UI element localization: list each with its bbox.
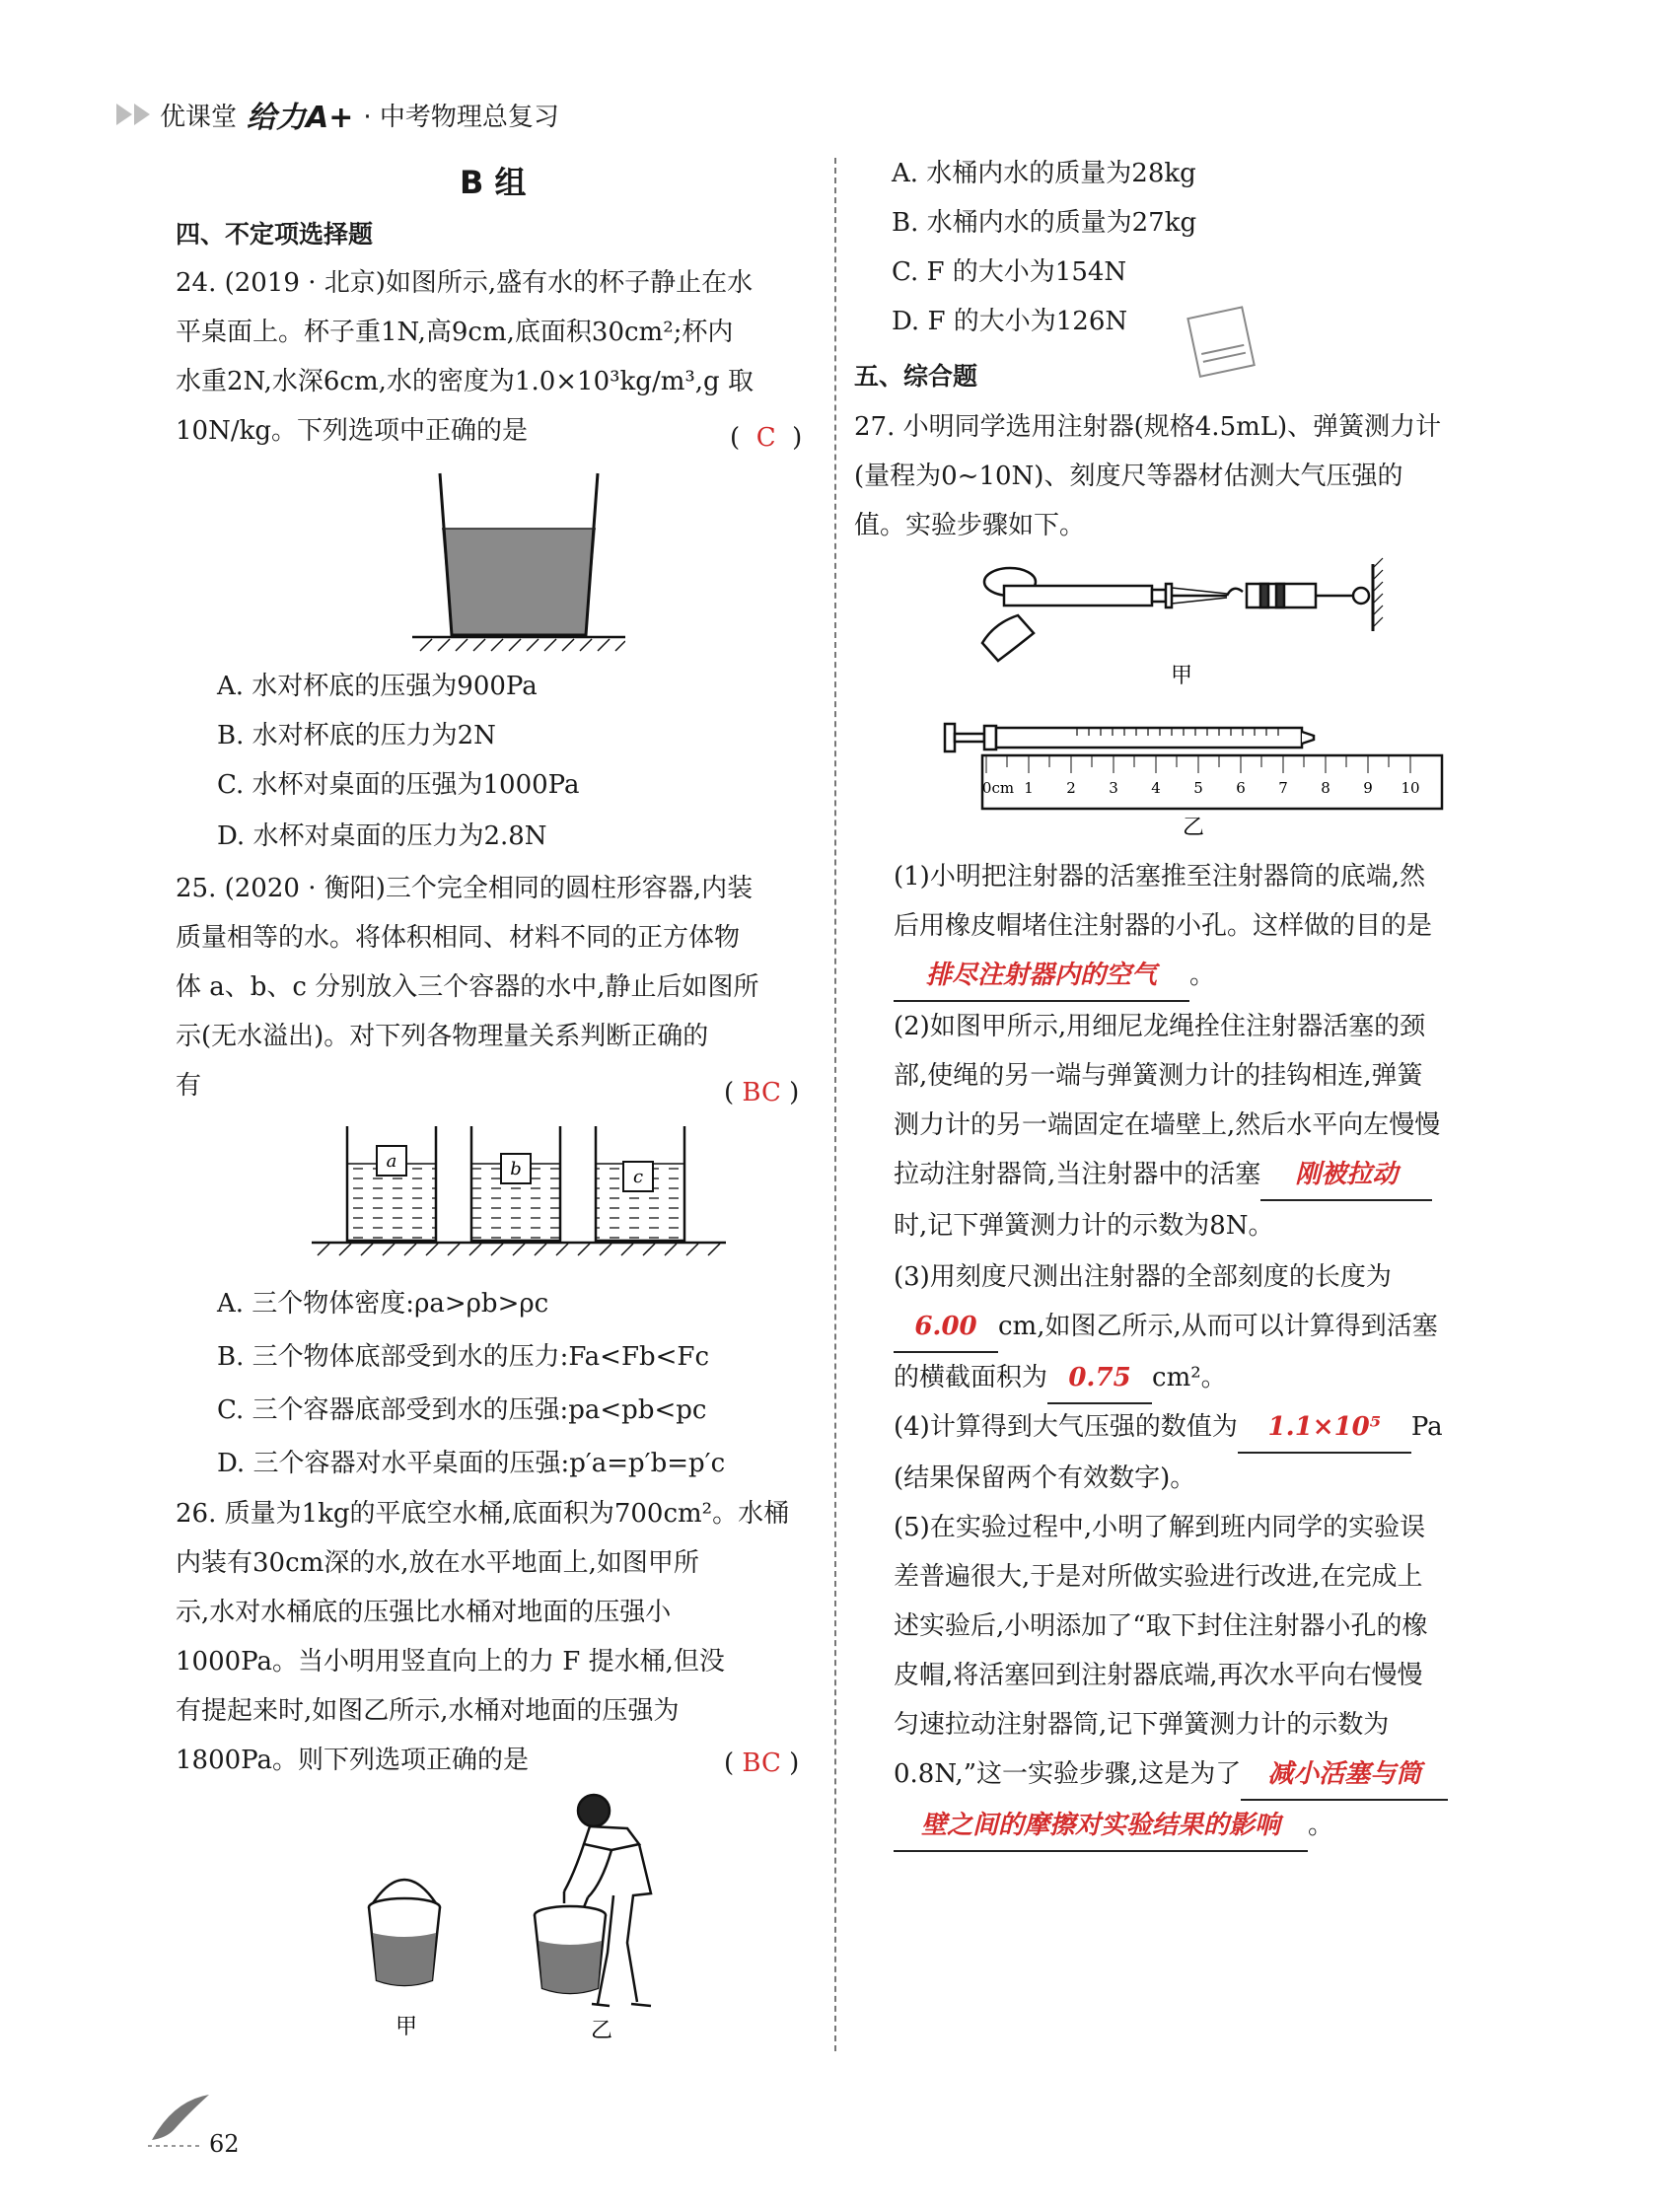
header-arrows-icon <box>116 104 150 125</box>
fig-label-yi: 乙 <box>590 2019 613 2043</box>
q27-p5-last: 0.8N,”这一实验步骤,这是为了 <box>894 1759 1242 1789</box>
header-logo: 给力A+ <box>247 101 354 135</box>
q27-p4-unit: Pa <box>1410 1412 1443 1442</box>
q27-p5-line-6 <box>894 1749 1505 1801</box>
ruler-label: 1 <box>1024 779 1034 797</box>
q27-p2-line: (2)如图甲所示,用细尼龙绳拴住注射器活塞的颈 <box>894 1012 1426 1041</box>
ruler-label: 4 <box>1151 779 1161 797</box>
section-title-4: 四、不定项选择题 <box>176 220 374 249</box>
q24-answer-value: C <box>755 423 776 453</box>
q27-line: 27. 小明同学选用注射器(规格4.5mL)、弹簧测力计 <box>854 412 1442 442</box>
q25-option-a: A. 三个物体密度:ρa>ρb>ρc <box>217 1289 549 1319</box>
q26-answer: ( BC ) <box>724 1748 800 1778</box>
q27-answer-4: 1.1×10⁵ <box>1238 1402 1411 1454</box>
q26-option-a: A. 水桶内水的质量为28kg <box>892 159 1196 188</box>
cube-b-label: b <box>510 1159 522 1179</box>
q26-bucket-figure <box>355 1785 681 2043</box>
ruler-label: 6 <box>1236 779 1246 797</box>
q25-answer-value: BC <box>742 1078 781 1107</box>
ruler-label: 9 <box>1363 779 1373 797</box>
q25-line: 25. (2020 · 衡阳)三个完全相同的圆柱形容器,内装 <box>176 874 754 903</box>
q25-line: 有 <box>176 1071 202 1101</box>
q27-p2-end: 时,记下弹簧测力计的示数为8N。 <box>894 1211 1274 1241</box>
q25-option-c: C. 三个容器底部受到水的压强:pa<pb<pc <box>217 1395 707 1425</box>
question-25 <box>176 864 819 1110</box>
fig-label-jia: 甲 <box>395 2015 418 2039</box>
q27-p5-line: (5)在实验过程中,小明了解到班内同学的实验误 <box>894 1513 1426 1542</box>
q26-line: 26. 质量为1kg的平底空水桶,底面积为700cm²。水桶 <box>176 1499 790 1529</box>
ruler-label: 8 <box>1321 779 1330 797</box>
q26-option-c: C. F 的大小为154N <box>892 257 1127 287</box>
q24-option-d: D. 水杯对桌面的压力为2.8N <box>217 821 547 851</box>
table-hatching <box>318 1244 720 1255</box>
q24-line: 平桌面上。杯子重1N,高9cm,底面积30cm²;杯内 <box>176 318 734 347</box>
q27-p1-line: 后用橡皮帽堵住注射器的小孔。这样做的目的是 <box>894 911 1433 941</box>
q27-line: (量程为0~10N)、刻度尺等器材估测大气压强的 <box>854 462 1403 491</box>
bucket-yi <box>535 1906 606 1993</box>
q27-p2-line: 部,使绳的另一端与弹簧测力计的挂钩相连,弹簧 <box>894 1061 1423 1091</box>
q27-p4-end: (结果保留两个有效数字)。 <box>894 1463 1196 1493</box>
q27-answer-5b: 壁之间的摩擦对实验结果的影响 <box>894 1801 1308 1852</box>
q27-p5-line: 述实验后,小明添加了“取下封住注射器小孔的橡 <box>894 1611 1428 1641</box>
group-title: B 组 <box>460 164 527 201</box>
page-header <box>116 91 559 138</box>
q27-p3-unit: cm²。 <box>1152 1363 1227 1392</box>
q27-p5-line: 匀速拉动注射器筒,记下弹簧测力计的示数为 <box>894 1710 1390 1740</box>
q27-part-5 <box>894 1503 1505 1852</box>
q25-option-b: B. 三个物体底部受到水的压力:Fa<Fb<Fc <box>217 1342 710 1372</box>
cube-a-label: a <box>386 1151 397 1172</box>
q24-option-b: B. 水对杯底的压力为2N <box>217 721 496 750</box>
q27-part-4 <box>894 1402 1505 1503</box>
hand <box>982 615 1034 661</box>
bucket-jia <box>369 1880 440 1985</box>
q26-answer-value: BC <box>742 1748 781 1778</box>
container-a <box>347 1126 436 1241</box>
question-27-intro <box>854 402 1505 550</box>
q24-line: 24. (2019 · 北京)如图所示,盛有水的杯子静止在水 <box>176 268 754 298</box>
ruler-label: 3 <box>1109 779 1118 797</box>
q24-option-a: A. 水对杯底的压强为900Pa <box>217 672 538 701</box>
fig-label-jia: 甲 <box>1170 664 1193 688</box>
container-b <box>471 1126 560 1241</box>
q26-line: 1800Pa。则下列选项正确的是 <box>176 1746 529 1775</box>
q27-p3-line3-text: 的横截面积为 <box>894 1363 1048 1392</box>
q27-p4-line-1 <box>894 1402 1505 1454</box>
q25-line: 示(无水溢出)。对下列各物理量关系判断正确的 <box>176 1022 709 1051</box>
q27-part-1 <box>894 852 1505 1002</box>
q26-line: 有提起来时,如图乙所示,水桶对地面的压强为 <box>176 1696 680 1726</box>
container-c <box>596 1126 684 1241</box>
q27-part-3 <box>894 1252 1505 1404</box>
q26-line: 内装有30cm深的水,放在水平地面上,如图甲所 <box>176 1548 699 1578</box>
q24-option-c: C. 水杯对桌面的压强为1000Pa <box>217 770 580 800</box>
q27-p2-line-4 <box>894 1150 1505 1201</box>
q27-answer-2: 刚被拉动 <box>1260 1150 1432 1201</box>
q27-p5-line: 皮帽,将活塞回到注射器底端,再次水平向右慢慢 <box>894 1661 1423 1690</box>
section-title-5: 五、综合题 <box>854 362 978 391</box>
ruler-label: 2 <box>1066 779 1076 797</box>
q25-line: 质量相等的水。将体积相同、材料不同的正方体物 <box>176 923 741 953</box>
q27-figure-jia <box>974 554 1438 692</box>
ruler-label: 5 <box>1193 779 1203 797</box>
q27-p2-text: 拉动注射器筒,当注射器中的活塞 <box>894 1160 1261 1189</box>
ruler <box>982 755 1442 809</box>
syringe-body <box>996 728 1302 748</box>
q24-line: 水重2N,水深6cm,水的密度为1.0×10³kg/m³,g 取 <box>176 367 754 396</box>
q27-p5-line: 差普遍很大,于是对所做实验进行改进,在完成上 <box>894 1562 1423 1592</box>
table-hatching <box>420 639 625 651</box>
q27-p4-start: (4)计算得到大气压强的数值为 <box>894 1412 1238 1442</box>
q27-p1-line: (1)小明把注射器的活塞推至注射器筒的底端,然 <box>894 862 1426 892</box>
question-24 <box>176 258 819 456</box>
q27-answer-3a: 6.00 <box>894 1302 998 1353</box>
q26-option-b: B. 水桶内水的质量为27kg <box>892 208 1197 238</box>
q26-line: 示,水对水桶底的压强比水桶对地面的压强小 <box>176 1598 672 1627</box>
cup-water <box>442 529 596 635</box>
cube-c-label: c <box>632 1167 644 1187</box>
header-subtitle: · 中考物理总复习 <box>363 102 559 132</box>
q26-line: 1000Pa。当小明用竖直向上的力 F 提水桶,但没 <box>176 1647 725 1677</box>
header-brand: 优课堂 <box>160 102 238 132</box>
ruler-label: 7 <box>1278 779 1288 797</box>
q27-answer-5a: 减小活塞与筒 <box>1241 1749 1448 1801</box>
q25-answer: ( BC ) <box>724 1078 800 1107</box>
q27-line: 值。实验步骤如下。 <box>854 511 1086 540</box>
question-26 <box>176 1489 819 1785</box>
q27-part-2 <box>894 1002 1505 1250</box>
q25-option-d: D. 三个容器对水平桌面的压强:p′a=p′b=p′c <box>217 1449 726 1478</box>
q27-p2-line: 测力计的另一端固定在墙壁上,然后水平向左慢慢 <box>894 1110 1441 1140</box>
q25-line: 体 a、b、c 分别放入三个容器的水中,静止后如图所 <box>176 972 759 1002</box>
feather-icon <box>144 2091 213 2150</box>
q27-p3-mid: cm,如图乙所示,从而可以计算得到活塞 <box>998 1312 1438 1341</box>
q27-p1-answer-line: 排尽注射器内的空气 。 <box>894 951 1505 1002</box>
q26-option-d: D. F 的大小为126N <box>892 307 1128 336</box>
syringe-barrel <box>1004 586 1152 606</box>
q27-answer-1: 排尽注射器内的空气 <box>894 951 1189 1002</box>
fig-label-yi: 乙 <box>1182 816 1205 840</box>
q24-line: 10N/kg。下列选项中正确的是 <box>176 416 528 446</box>
stamp-icon <box>1180 302 1268 381</box>
ruler-label: 0cm <box>981 779 1015 797</box>
q27-answer-3b: 0.75 <box>1047 1353 1152 1404</box>
page-number: 62 <box>209 2130 240 2158</box>
q27-p5-line-7: 壁之间的摩擦对实验结果的影响 。 <box>894 1801 1505 1852</box>
column-divider <box>834 158 836 2051</box>
q27-p3-line-3 <box>894 1353 1505 1404</box>
q27-p3-start: (3)用刻度尺测出注射器的全部刻度的长度为 <box>894 1262 1392 1292</box>
ruler-label: 10 <box>1401 779 1420 797</box>
q27-p3-line-2 <box>894 1302 1505 1353</box>
q25-containers-figure <box>312 1124 726 1256</box>
q24-answer: ( C ) <box>730 423 803 453</box>
q27-figure-yi <box>943 712 1446 840</box>
q24-cup-figure <box>412 469 625 653</box>
